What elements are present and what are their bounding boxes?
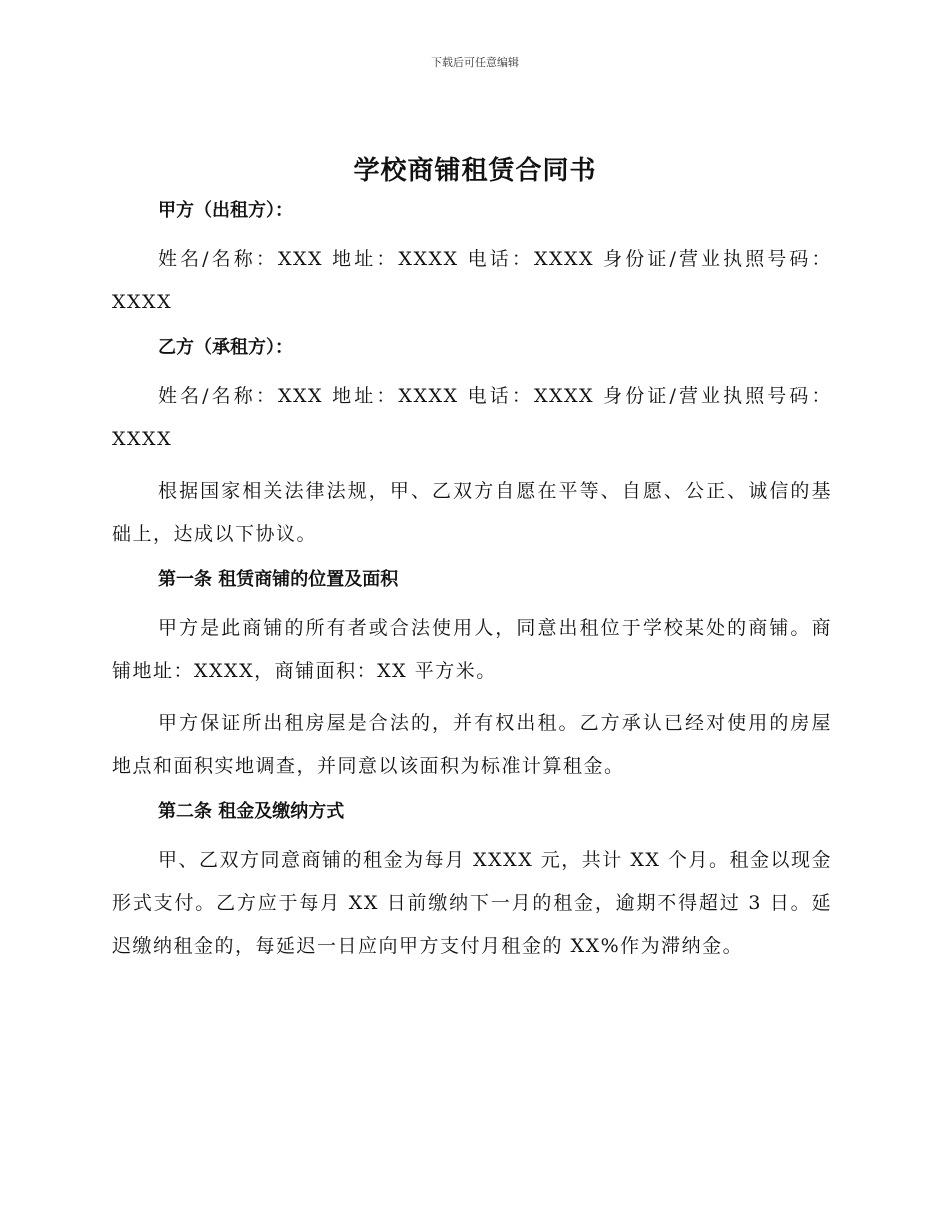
document-title: 学校商铺租赁合同书 bbox=[353, 156, 597, 186]
party-a-info: 姓名/名称：XXX 地址：XXXX 电话：XXXX 身份证/营业执照号码：XXXX bbox=[112, 248, 832, 313]
article-1-paragraph-1: 甲方是此商铺的所有者或合法使用人，同意出租位于学校某处的商铺。商铺地址：XXXX，商铺面积：XX 平方米。 bbox=[112, 617, 832, 682]
article-1-heading: 第一条 租赁商铺的位置及面积 bbox=[158, 569, 399, 590]
article-1-paragraph-2: 甲方保证所出租房屋是合法的，并有权出租。乙方承认已经对使用的房屋地点和面积实地调查，并同意以该面积为标准计算租金。 bbox=[112, 712, 832, 777]
party-b-info: 姓名/名称：XXX 地址：XXXX 电话：XXXX 身份证/营业执照号码：XXXX bbox=[112, 385, 832, 450]
article-2-heading: 第二条 租金及缴纳方式 bbox=[158, 801, 345, 822]
party-a-heading: 甲方（出租方）： bbox=[158, 200, 293, 221]
document-body bbox=[112, 196, 832, 968]
party-b-heading: 乙方（承租方）： bbox=[158, 337, 293, 358]
article-2-paragraph-1: 甲、乙双方同意商铺的租金为每月 XXXX 元，共计 XX 个月。租金以现金形式支付。乙方应于每月 XX 日前缴纳下一月的租金，逾期不得超过 3 日。延迟缴纳租金的，每延迟一日应向甲方支付月租金的 XX%作为滞纳金。 bbox=[112, 849, 832, 957]
preamble-paragraph: 根据国家相关法律法规，甲、乙双方自愿在平等、自愿、公正、诚信的基础上，达成以下协议。 bbox=[112, 480, 832, 545]
page-header-note: 下载后可任意编辑 bbox=[431, 56, 519, 69]
